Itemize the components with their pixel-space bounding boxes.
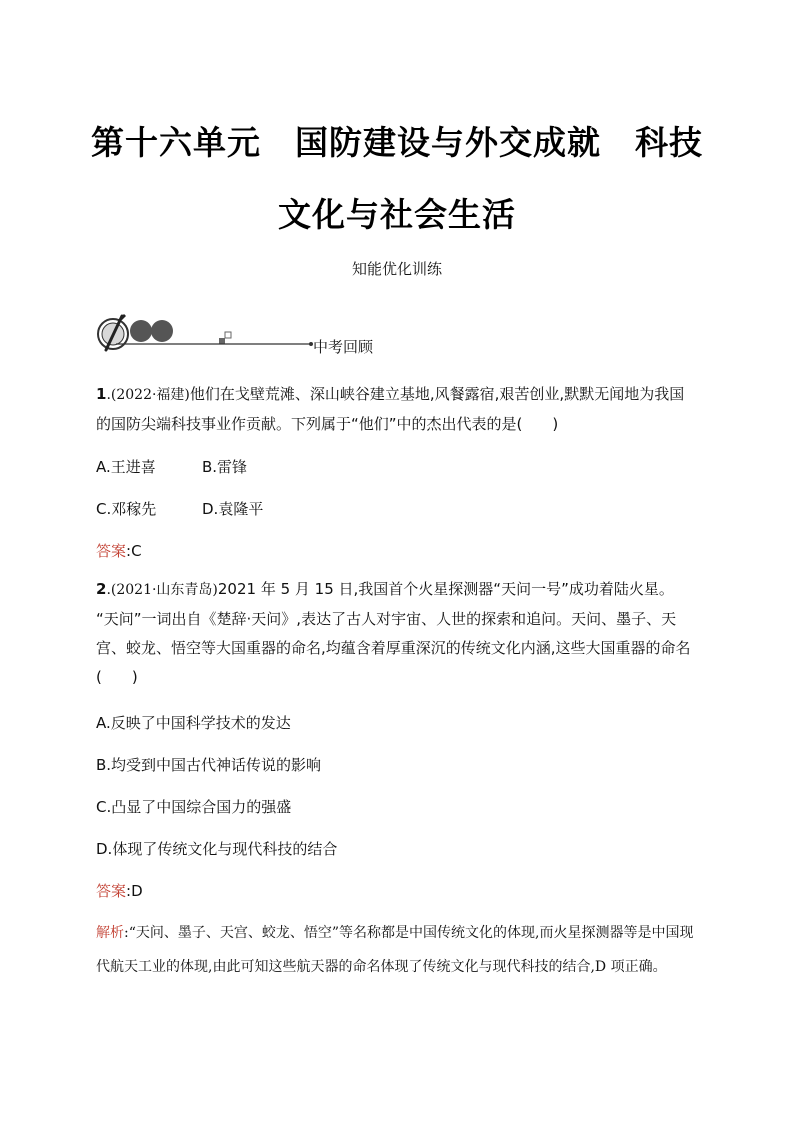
question-2-option-d: D.体现了传统文化与现代科技的结合 [96, 840, 338, 858]
question-2-stem-line-1 [96, 575, 696, 605]
question-2-stem [96, 575, 696, 692]
page-title-line-2: 文化与社会生活 [278, 195, 516, 234]
question-2-option-a: A.反映了中国科学技术的发达 [96, 714, 291, 732]
question-1-option-a: A.王进喜 [96, 458, 156, 476]
answer-value: :D [126, 882, 143, 900]
question-2-answer [96, 880, 143, 901]
question-text: 他们在戈壁荒滩、深山峡谷建立基地,风餐露宿,艰苦创业,默默无闻地为我国的国防尖端科技事业作贡献。下列属于“他们”中的杰出代表的是( ) [96, 385, 685, 433]
answer-value: :C [126, 542, 142, 560]
question-2-option-c: C.凸显了中国综合国力的强盛 [96, 798, 292, 816]
analysis-text: :“天问、墨子、天宫、蛟龙、悟空”等名称都是中国传统文化的体现,而火星探测器等是中国现代航天工业的体现,由此可知这些航天器的命名体现了传统文化与现代科技的结合,D 项正确。 [96, 925, 694, 975]
question-source: .(2021·山东青岛) [106, 582, 218, 598]
question-text: 2021 年 5 月 15 日,我国首个火星探测器“天问一号”成功着陆火星。 [217, 580, 674, 598]
question-number: 2 [96, 580, 107, 598]
answer-label: 答案 [96, 882, 127, 900]
section-label: 中考回顾 [313, 338, 374, 356]
question-1-option-d: D.袁隆平 [202, 500, 264, 518]
answer-label: 答案 [96, 542, 127, 560]
question-1-option-c: C.邓稼先 [96, 500, 157, 518]
question-2-stem-rest: “天问”一词出自《楚辞·天问》,表达了古人对宇宙、人世的探索和追问。天问、墨子、天宫、蛟龙、悟空等大国重器的命名,均蕴含着厚重深沉的传统文化内涵,这些大国重器的命名( ) [96, 610, 691, 686]
question-number: 1 [96, 385, 107, 403]
question-1-answer [96, 540, 142, 561]
question-1-stem [96, 380, 696, 439]
page-title-line-1: 第十六单元 国防建设与外交成就 科技 [91, 123, 703, 162]
page-subtitle: 知能优化训练 [351, 260, 442, 278]
question-2-option-b: B.均受到中国古代神话传说的影响 [96, 756, 322, 774]
question-2-analysis [96, 916, 700, 984]
question-1-option-b: B.雷锋 [202, 458, 248, 476]
question-source: .(2022·福建) [106, 387, 190, 403]
analysis-label: 解析 [96, 925, 124, 941]
